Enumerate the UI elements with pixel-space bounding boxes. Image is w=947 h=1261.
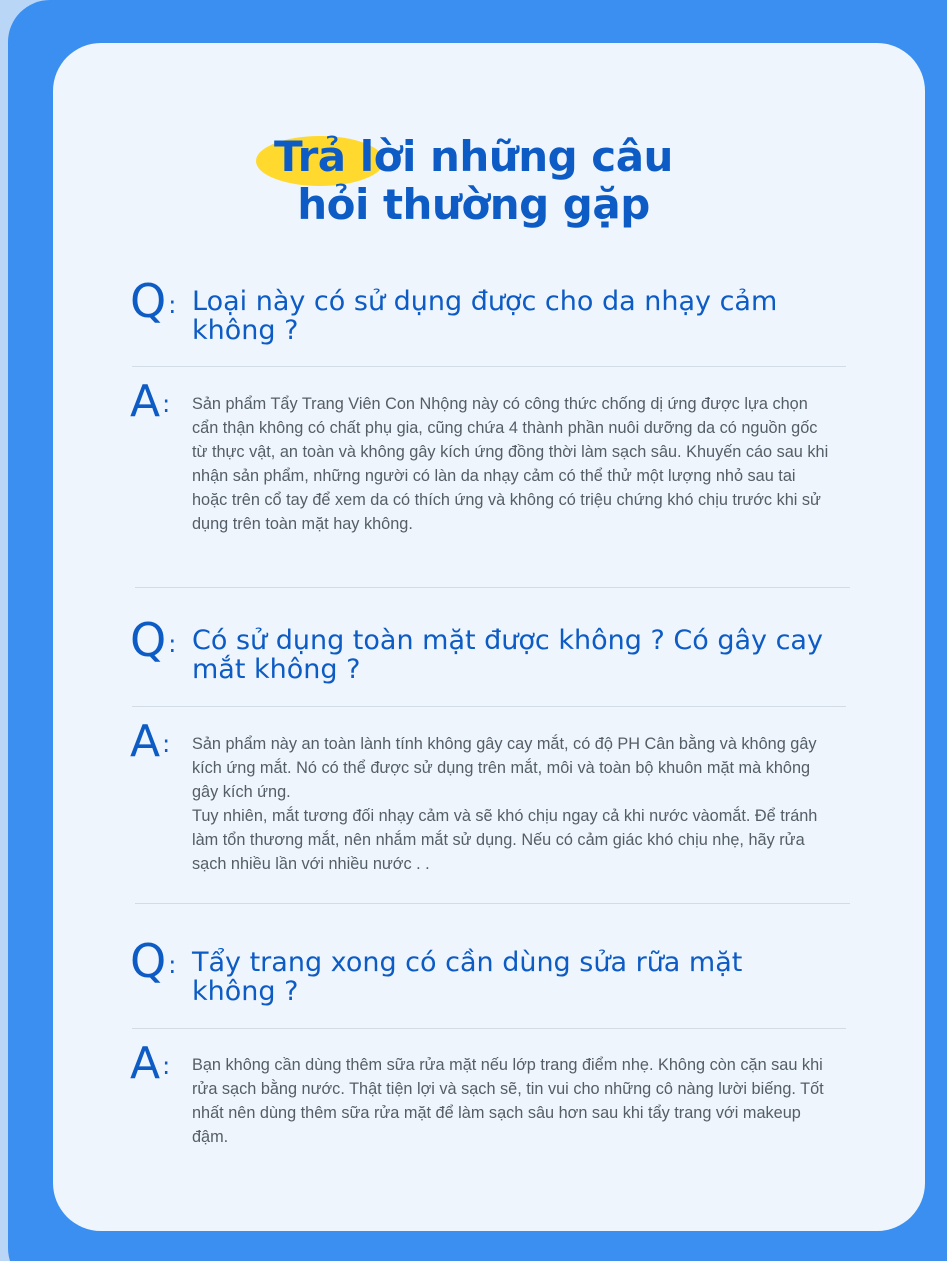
faq-answer-2-paragraph-2: Tuy nhiên, mắt tương đối nhạy cảm và sẽ khó chịu ngay cả khi nước vàomắt. Để tránh làm tổn thương mắt, nên nhắm mắt sử dụng. Nếu có cảm giác khó chịu nhẹ, hãy rửa sạch nhiều lần với nhiều nước . . (192, 807, 818, 873)
question-letter: Q (130, 934, 167, 988)
faq-answer-3 (192, 1053, 832, 1149)
marker-colon: : (168, 290, 177, 319)
marker-colon: : (162, 390, 171, 418)
question-letter: Q (130, 274, 167, 328)
marker-colon: : (168, 629, 177, 658)
question-letter: Q (130, 613, 167, 667)
faq-question-1: Loại này có sử dụng được cho da nhạy cảm không ? (192, 286, 778, 346)
question-marker (130, 934, 177, 988)
question-marker (130, 274, 177, 328)
marker-colon: : (162, 730, 171, 758)
marker-colon: : (162, 1052, 171, 1080)
faq-divider (132, 706, 846, 707)
page-title-line-2: hỏi thường gặp (297, 180, 650, 229)
faq-divider (132, 366, 846, 367)
faq-question-3: Tẩy trang xong có cần dùng sửa rữa mặt không ? (192, 947, 743, 1007)
answer-marker (130, 376, 171, 427)
question-marker (130, 613, 177, 667)
answer-letter: A (130, 716, 161, 767)
faq-answer-1-paragraph-1: Sản phẩm Tẩy Trang Viên Con Nhộng này có công thức chống dị ứng được lựa chọn cẩn thận không có chất phụ gia, cũng chứa 4 thành phần nuôi dưỡng da có nguồn gốc từ thực vật, an toàn và không gây kích ứng đồng thời làm sạch sâu. Khuyến cáo sau khi nhận sản phẩm, những người có làn da nhạy cảm có thể thử một lượng nhỏ sau tai hoặc trên cổ tay để xem da có thích ứng và không có triệu chứng khó chịu trước khi sử dụng trên toàn mặt hay không. (192, 395, 829, 533)
answer-marker (130, 1038, 171, 1089)
section-divider (135, 903, 850, 904)
faq-answer-3-paragraph-1: Bạn không cần dùng thêm sữa rửa mặt nếu lớp trang điểm nhẹ. Không còn cặn sau khi rửa sạch bằng nước. Thật tiện lợi và sạch sẽ, tin vui cho những cô nàng lười biếng. Tốt nhất nên dùng thêm sữa rửa mặt để làm sạch sâu hơn sau khi tẩy trang với makeup đậm. (192, 1056, 824, 1146)
title-block (0, 133, 947, 229)
faq-question-2: Có sử dụng toàn mặt được không ? Có gây cay mắt không ? (192, 625, 823, 685)
faq-divider (132, 1028, 846, 1029)
faq-answer-2-paragraph-1: Sản phẩm này an toàn lành tính không gây cay mắt, có độ PH Cân bằng và không gây kích ứng mắt. Nó có thể được sử dụng trên mắt, môi và toàn bộ khuôn mặt mà không gây kích ứng. (192, 735, 817, 801)
faq-answer-2 (192, 732, 832, 876)
answer-letter: A (130, 1038, 161, 1089)
marker-colon: : (168, 950, 177, 979)
section-divider (135, 587, 850, 588)
page-title (0, 133, 947, 229)
answer-marker (130, 716, 171, 767)
page-title-line-1: Trả lời những câu (274, 132, 673, 181)
faq-answer-1 (192, 392, 832, 536)
answer-letter: A (130, 376, 161, 427)
